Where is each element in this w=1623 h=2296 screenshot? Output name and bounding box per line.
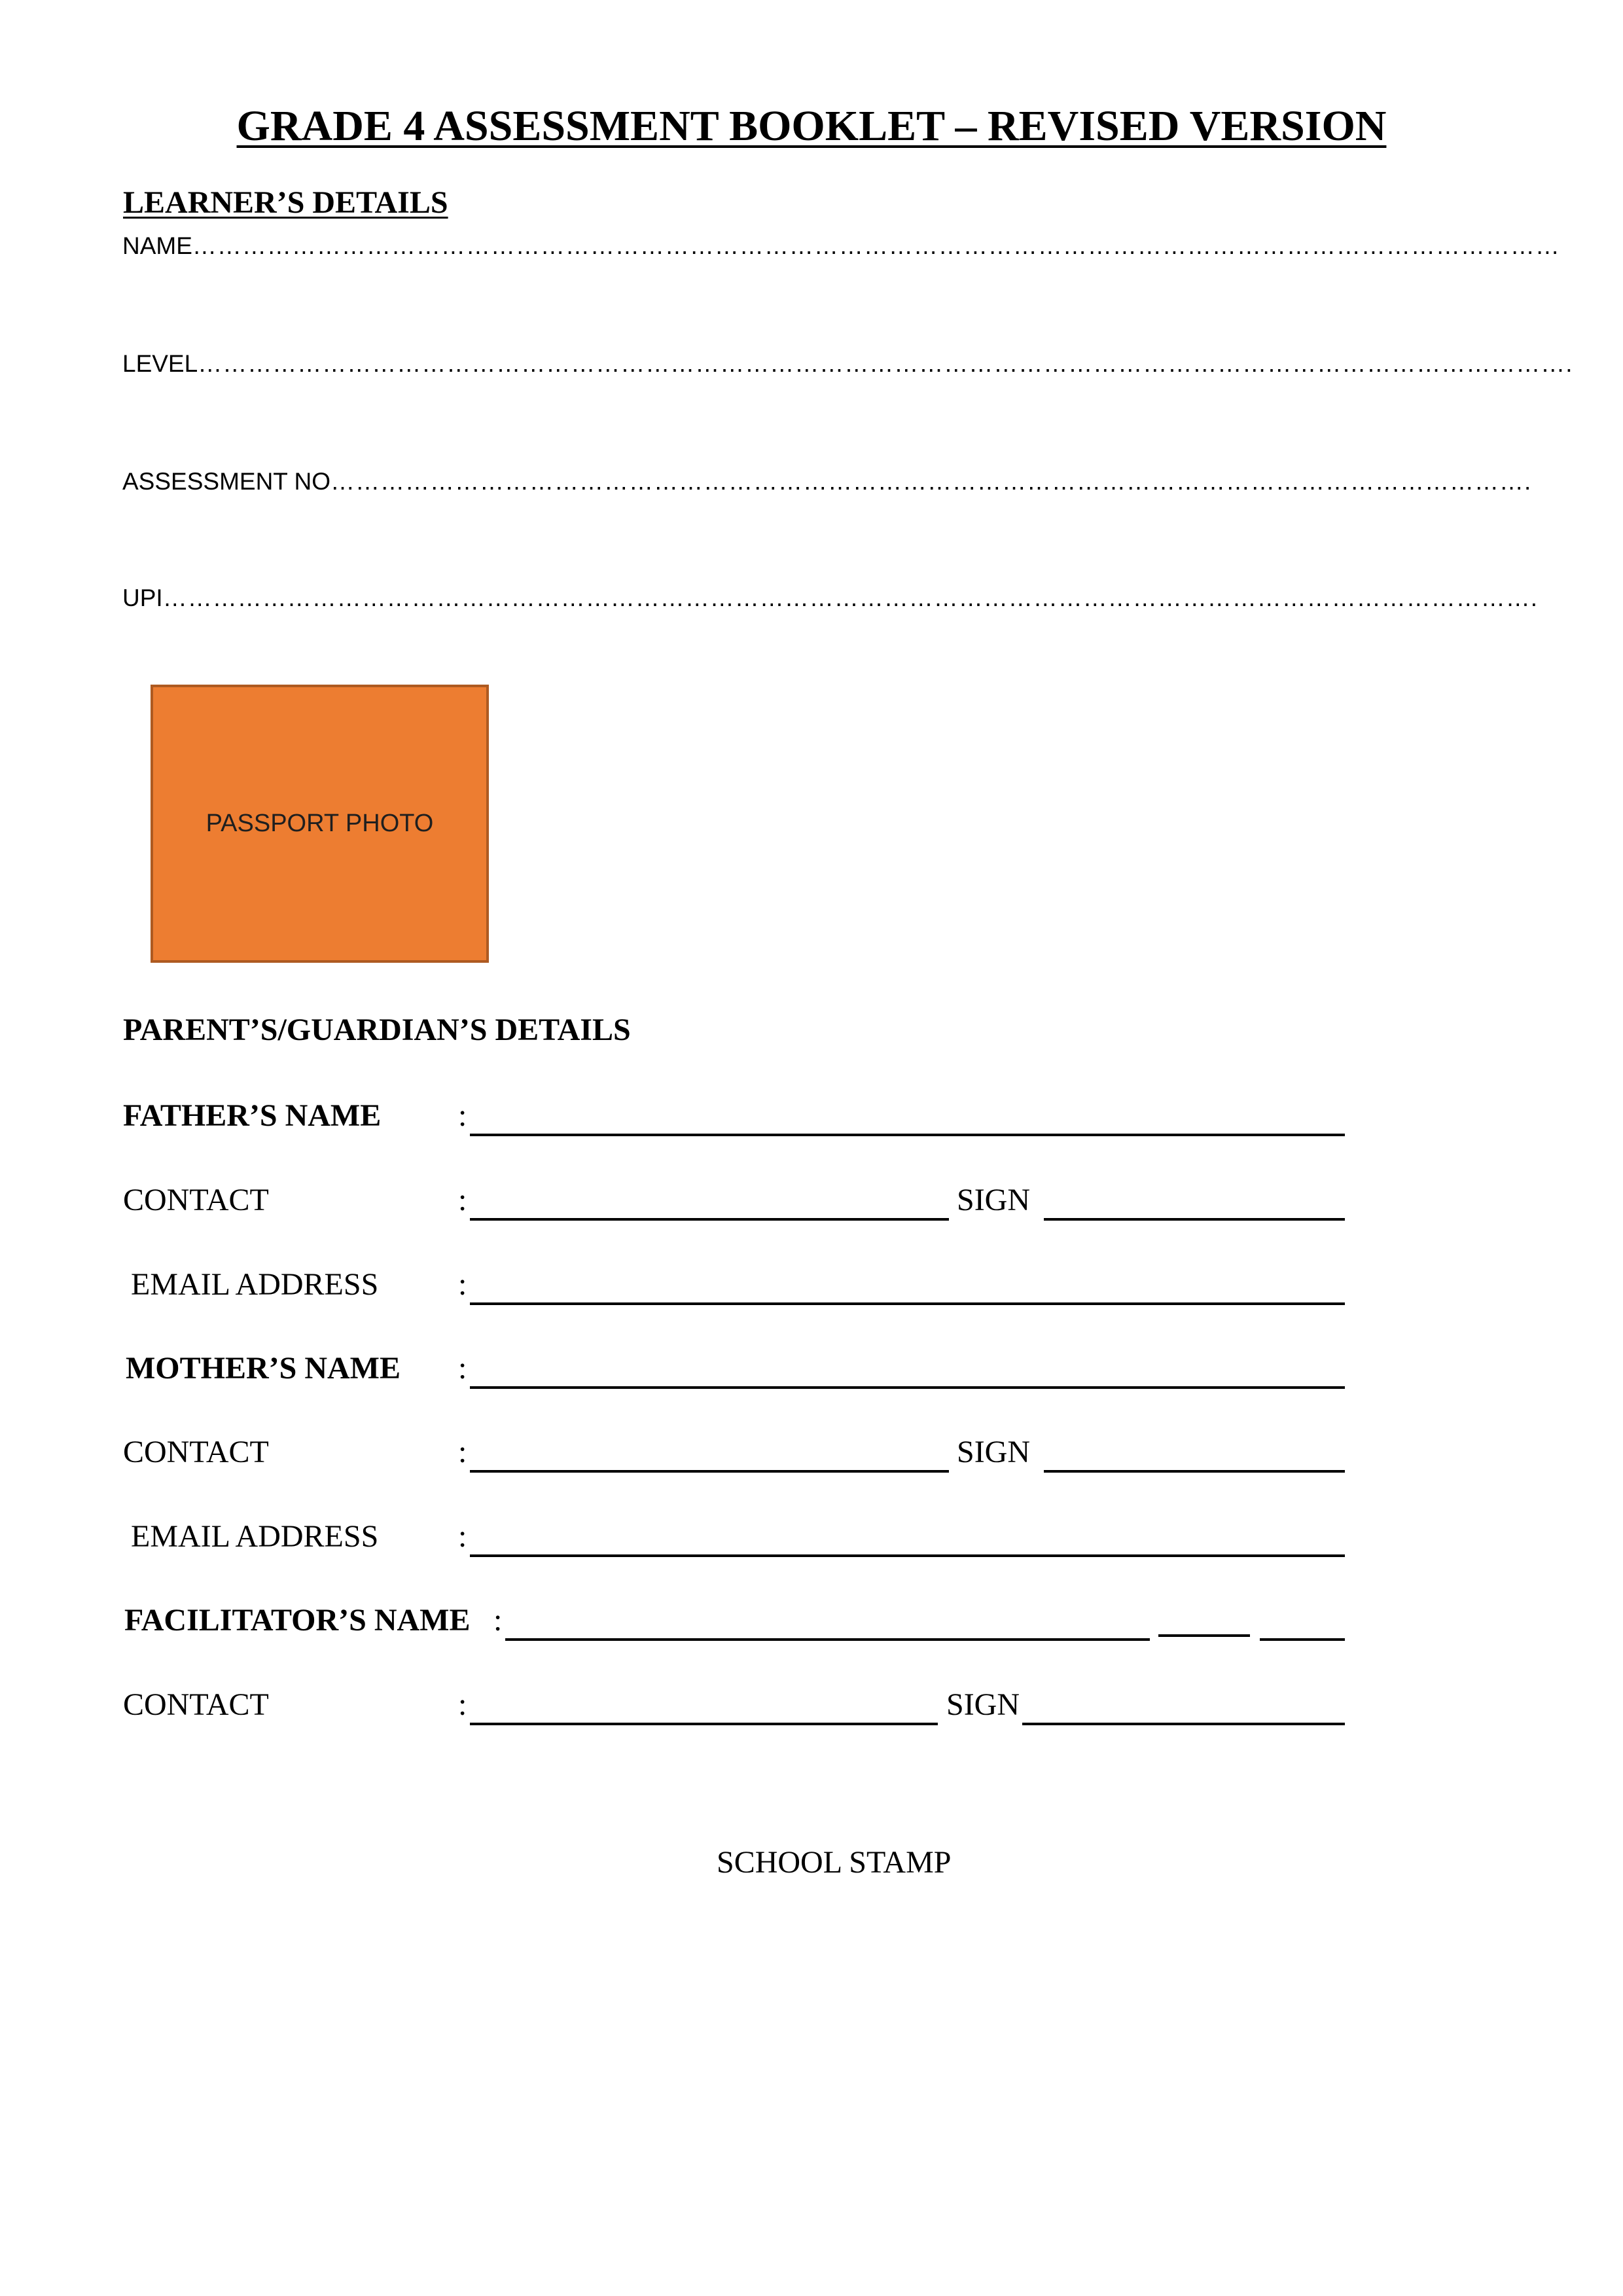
passport-photo-label: PASSPORT PHOTO	[205, 810, 434, 837]
father-sign-label: SIGN	[957, 1183, 1031, 1217]
facilitator-name-input-line-extra[interactable]	[1158, 1634, 1250, 1637]
learner-level-field[interactable]	[122, 350, 1573, 389]
learner-name-label: NAME	[122, 232, 192, 259]
mother-email-input-line[interactable]	[470, 1554, 1345, 1557]
mother-sign-label: SIGN	[957, 1435, 1031, 1469]
facilitator-contact-label: CONTACT	[123, 1687, 269, 1722]
facilitator-name-input-line-end[interactable]	[1260, 1638, 1345, 1641]
upi-dots: ………………………………………………………………………………………………………………………………………………….	[162, 584, 1538, 611]
learner-name-dots: …………………………………………………………………………………………………………………………………………………	[192, 232, 1560, 259]
father-contact-row	[0, 1177, 1623, 1223]
learner-details-heading: LEARNER’S DETAILS	[123, 185, 448, 220]
facilitator-contact-row	[0, 1682, 1623, 1728]
father-sign-input-line[interactable]	[1044, 1218, 1345, 1221]
mother-sign-input-line[interactable]	[1044, 1470, 1345, 1473]
facilitator-sign-label: SIGN	[946, 1687, 1020, 1722]
father-contact-input-line[interactable]	[470, 1218, 949, 1221]
colon: :	[458, 1267, 467, 1302]
facilitator-sign-input-line[interactable]	[1022, 1723, 1345, 1725]
passport-photo-box[interactable]	[151, 685, 489, 963]
mother-contact-label: CONTACT	[123, 1435, 269, 1469]
mother-email-row	[0, 1514, 1623, 1560]
father-name-label: FATHER’S NAME	[123, 1098, 382, 1133]
assessment-no-field[interactable]	[122, 468, 1532, 507]
upi-label: UPI	[122, 584, 163, 611]
facilitator-contact-input-line[interactable]	[470, 1723, 938, 1725]
colon: :	[493, 1603, 503, 1638]
upi-field[interactable]	[122, 584, 1538, 624]
facilitator-name-row	[0, 1598, 1623, 1643]
mother-contact-row	[0, 1429, 1623, 1475]
school-stamp-label: SCHOOL STAMP	[717, 1845, 952, 1880]
father-contact-label: CONTACT	[123, 1183, 269, 1217]
parent-details-heading: PARENT’S/GUARDIAN’S DETAILS	[123, 1013, 631, 1047]
mother-contact-input-line[interactable]	[470, 1470, 949, 1473]
page-title: GRADE 4 ASSESSMENT BOOKLET – REVISED VERSION	[236, 102, 1387, 150]
facilitator-name-label: FACILITATOR’S NAME	[124, 1603, 471, 1638]
mother-name-label: MOTHER’S NAME	[126, 1351, 401, 1386]
father-name-row	[0, 1093, 1623, 1139]
learner-name-field[interactable]	[122, 232, 1560, 272]
father-name-input-line[interactable]	[470, 1134, 1345, 1136]
father-email-label: EMAIL ADDRESS	[131, 1267, 379, 1302]
learner-level-dots: ………………………………………………………………………………………………………………………………………………….	[198, 350, 1573, 377]
mother-email-label: EMAIL ADDRESS	[131, 1519, 379, 1554]
colon: :	[458, 1435, 467, 1469]
mother-name-input-line[interactable]	[470, 1386, 1345, 1389]
colon: :	[458, 1519, 467, 1554]
learner-level-label: LEVEL	[122, 350, 198, 377]
colon: :	[458, 1098, 467, 1133]
father-email-row	[0, 1262, 1623, 1308]
father-email-input-line[interactable]	[470, 1302, 1345, 1305]
colon: :	[458, 1687, 467, 1722]
mother-name-row	[0, 1346, 1623, 1391]
assessment-no-dots: ……………………………………………………………………………………………………………………………….	[330, 468, 1532, 495]
colon: :	[458, 1351, 467, 1386]
colon: :	[458, 1183, 467, 1217]
facilitator-name-input-line[interactable]	[505, 1638, 1150, 1641]
assessment-no-label: ASSESSMENT NO	[122, 468, 331, 495]
